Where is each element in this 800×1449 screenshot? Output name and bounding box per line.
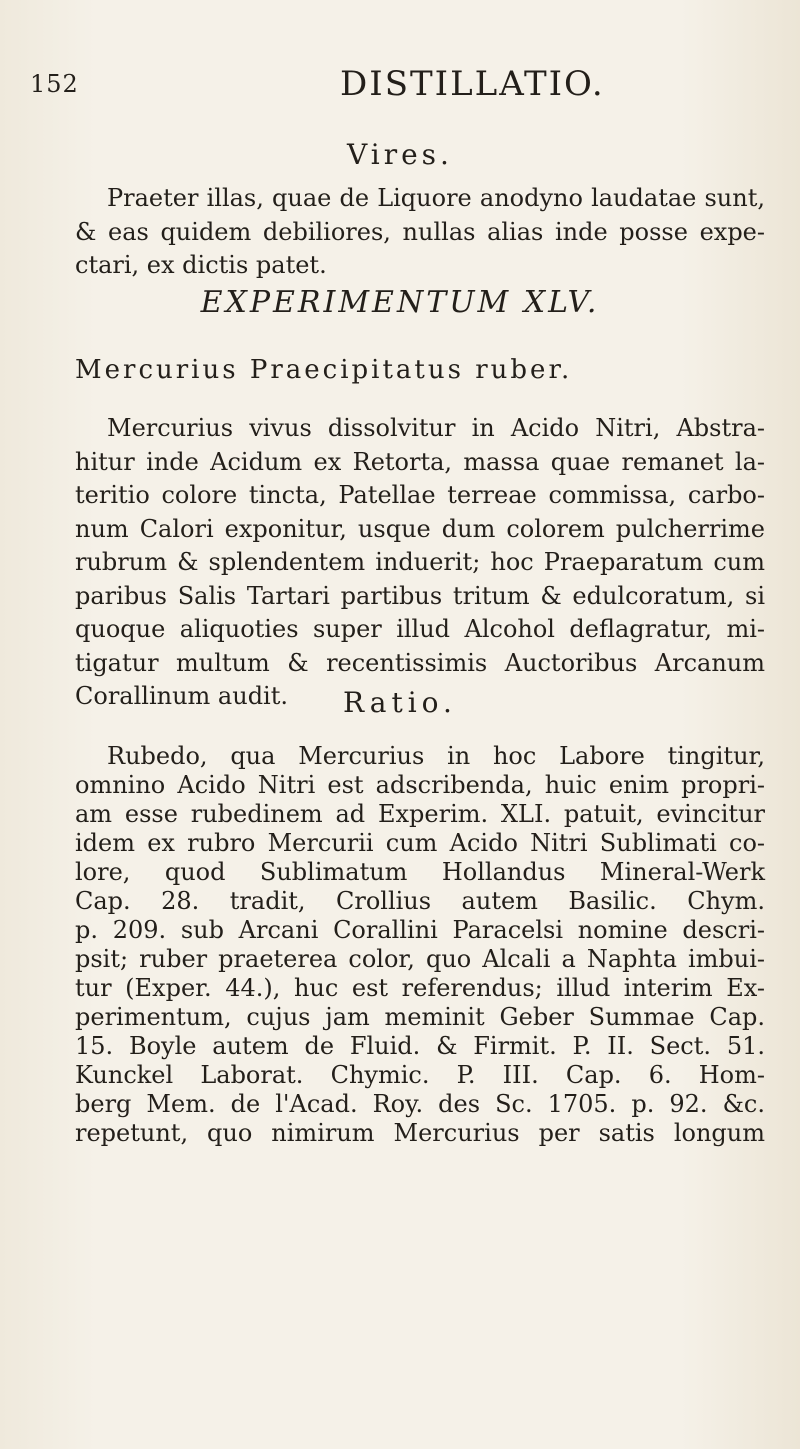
text-line: tigatur multum & recentissimis Auctoribus Arcanum: [75, 648, 765, 677]
text-line: berg Mem. de l'Acad. Roy. des Sc. 1705. p. 92. &c.: [75, 1090, 765, 1118]
text-line: am esse rubedinem ad Experim. XLI. patuit, evincitur: [75, 800, 765, 828]
page-number: 152: [30, 70, 79, 98]
text-line: tur (Exper. 44.), huc est referendus; illud interim Ex-: [75, 974, 765, 1002]
heading-subject: Mercurius Praecipitatus ruber.: [75, 355, 573, 385]
text-line: Cap. 28. tradit, Crollius autem Basilic. Chym.: [75, 887, 765, 915]
heading-experimentum: EXPERIMENTUM XLV.: [200, 285, 600, 320]
heading-vires: Vires.: [347, 138, 453, 171]
text-line: psit; ruber praeterea color, quo Alcali a Naphta imbui-: [75, 945, 765, 973]
text-line: p. 209. sub Arcani Corallini Paracelsi nomine descri-: [75, 916, 765, 944]
text-line: paribus Salis Tartari partibus tritum & edulcoratum, si: [75, 581, 765, 610]
text-line: Corallinum audit.: [75, 682, 288, 710]
text-line: ctari, ex dictis patet.: [75, 251, 327, 279]
text-line: rubrum & splendentem induerit; hoc Praeparatum cum: [75, 548, 765, 576]
running-title: DISTILLATIO.: [340, 64, 605, 104]
heading-ratio: Ratio.: [343, 686, 457, 719]
running-head: [30, 64, 760, 104]
text-line: hitur inde Acidum ex Retorta, massa quae remanet la-: [75, 447, 765, 476]
paragraph-vires: [75, 182, 765, 283]
text-line: lore, quod Sublimatum Hollandus Mineral-Werk: [75, 858, 765, 886]
text-line: Kunckel Laborat. Chymic. P. III. Cap. 6. Hom-: [75, 1061, 765, 1089]
text-line: Rubedo, qua Mercurius in hoc Labore tingitur,: [107, 742, 765, 770]
text-line: Mercurius vivus dissolvitur in Acido Nitri, Abstra-: [107, 414, 765, 442]
text-line: Praeter illas, quae de Liquore anodyno laudatae sunt,: [107, 184, 765, 212]
text-line: omnino Acido Nitri est adscribenda, huic enim propri-: [75, 771, 765, 799]
text-line: perimentum, cujus jam meminit Geber Summae Cap.: [75, 1003, 765, 1031]
text-line: quoque aliquoties super illud Alcohol deflagratur, mi-: [75, 615, 765, 643]
text-line: 15. Boyle autem de Fluid. & Firmit. P. II. Sect. 51.: [75, 1032, 765, 1060]
text-line: repetunt, quo nimirum Mercurius per satis longum: [75, 1119, 765, 1147]
paragraph-ratio: [75, 742, 765, 1148]
text-line: & eas quidem debiliores, nullas alias inde posse expe-: [75, 217, 765, 246]
paragraph-experimentum: [75, 412, 765, 714]
text-line: idem ex rubro Mercurii cum Acido Nitri Sublimati co-: [75, 829, 765, 857]
text-line: num Calori exponitur, usque dum colorem pulcherrime: [75, 514, 765, 543]
text-line: teritio colore tincta, Patellae terreae commissa, carbo-: [75, 481, 765, 509]
